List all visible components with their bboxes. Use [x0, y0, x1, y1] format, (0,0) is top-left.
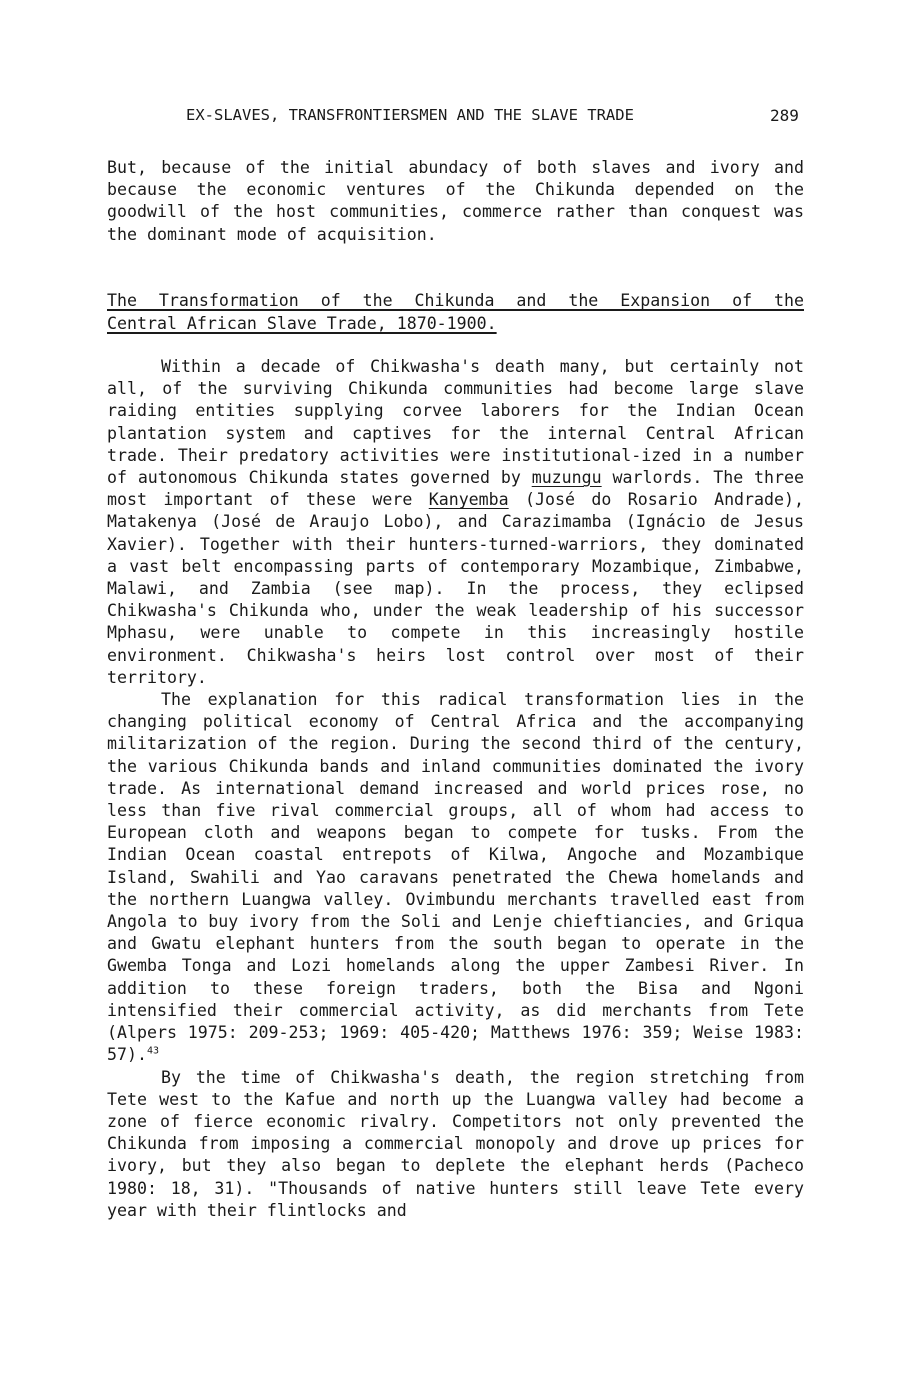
- section-heading-line-2: Central African Slave Trade, 1870-1900.: [107, 313, 497, 333]
- section-heading-line-1: The Transformation of the Chikunda and the Expansion of the: [107, 291, 804, 310]
- paragraph-text: But, because of the initial abundacy of both slaves and ivory and because the economic ventures of the Chikunda depended on the goodwill of the host communities, commerce rather than conquest was the dominant mode of acquisition.: [107, 158, 804, 244]
- italic-term-muzungu: muzungu: [531, 468, 602, 488]
- paragraph-1-part-c: (José do Rosario Andrade), Matakenya (José de Araujo Lobo), and Carazimamba (Ignácio de Jesus Xavier). Together with their hunters-turned-warriors, they dominated a vast belt encompassing parts of contemporary Mozambique, Zimbabwe, Malawi, and Zambia (see map). In the process, they eclipsed Chikwasha's Chikunda who, under the weak leadership of his successor Mphasu, were unable to compete in this increasingly hostile environment. Chikwasha's heirs lost control over most of their territory.: [107, 490, 804, 687]
- paragraph-1: [107, 356, 804, 689]
- paragraph-3: By the time of Chikwasha's death, the region stretching from Tete west to the Kafue and north up the Luangwa valley had become a zone of fierce economic rivalry. Competitors not only prevented the Chikunda from imposing a commercial monopoly and drove up prices for ivory, but they also began to deplete the elephant herds (Pacheco 1980: 18, 31). "Thousands of native hunters still leave Tete every year with their flintlocks and: [107, 1067, 804, 1220]
- lead-paragraph: [107, 157, 804, 246]
- page-number: 289: [770, 106, 799, 125]
- paragraph-2: [107, 689, 804, 1066]
- body-text: [107, 356, 804, 1222]
- paragraph-1-part-a: Within a decade of Chikwasha's death many, but certainly not all, of the surviving Chikunda communities had become large slave raiding entities supplying corvee laborers for the Indian Ocean plantation system and captives for the internal Central African trade. Their predatory activities were institutional-ized in a number of autonomous Chikunda states governed by: [107, 357, 804, 488]
- running-header-title: EX-SLAVES, TRANSFRONTIERSMEN AND THE SLAVE TRADE: [186, 106, 634, 124]
- footnote-marker: 43: [146, 1045, 160, 1057]
- paragraph-1-part-b: warlords. The three most important of these were: [107, 468, 804, 510]
- section-heading: [107, 290, 804, 335]
- underlined-term-kanyemba: Kanyemba: [428, 490, 509, 510]
- paragraph-2-text: The explanation for this radical transformation lies in the changing political economy of Central Africa and the accompanying militarization of the region. During the second third of the century, the various Chikunda bands and inland communities dominated the ivory trade. As international demand increased and world prices rose, no less than five rival commercial groups, all of whom had access to European cloth and weapons began to compete for tusks. From the Indian Ocean coastal entrepots of Kilwa, Angoche and Mozambique Island, Swahili and Yao caravans penetrated the Chewa homelands and the northern Luangwa valley. Ovimbundu merchants travelled east from Angola to buy ivory from the Soli and Lenje chieftiancies, and Griqua and Gwatu elephant hunters from the south began to operate in the Gwemba Tonga and Lozi homelands along the upper Zambesi River. In addition to these foreign traders, both the Bisa and Ngoni intensified their commercial activity, as did merchants from Tete (Alpers 1975: 209-253; 1969: 405-420; Matthews 1976: 359; Weise 1983: 57).: [107, 690, 804, 1065]
